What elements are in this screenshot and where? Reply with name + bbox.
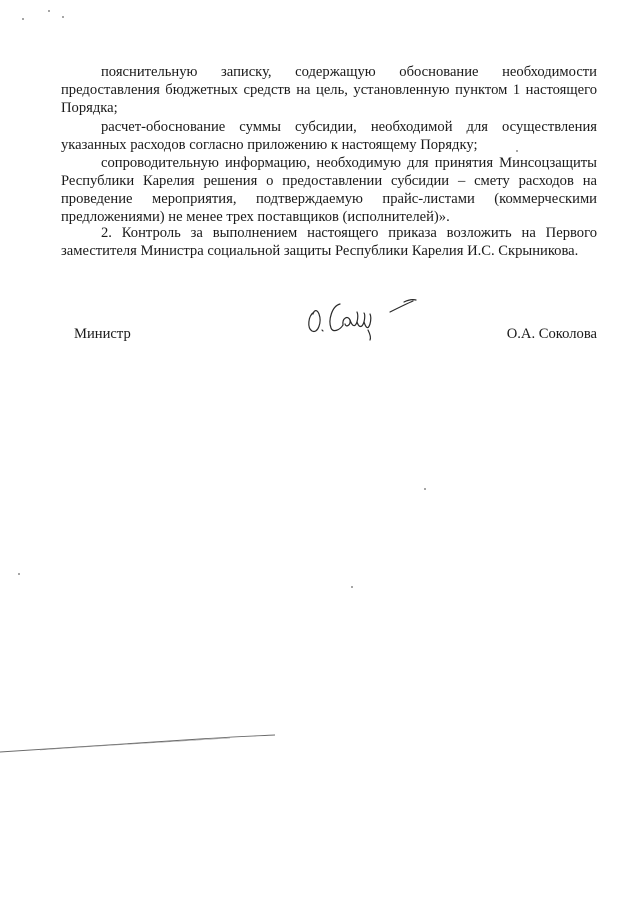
scan-speck	[516, 150, 518, 152]
scan-speck	[18, 573, 20, 575]
scan-speck	[424, 488, 426, 490]
position-label: Министр	[74, 326, 131, 342]
paragraph-calculation: расчет-обоснование суммы субсидии, необходимой для осуществления указанных расходов согласно приложению к настоящему Порядку;	[61, 119, 597, 153]
scan-speck	[351, 586, 353, 588]
handwritten-signature	[300, 290, 430, 342]
signer-name: О.А. Соколова	[506, 326, 597, 342]
paragraph-control-clause: 2. Контроль за выполнением настоящего приказа возложить на Первого заместителя Министра социальной защиты Республики Карелия И.С. Скрыникова.	[61, 225, 597, 259]
scan-artifact-line	[0, 722, 280, 762]
paragraph-explanatory-note: пояснительную записку, содержащую обоснование необходимости предоставления бюджетных средств на цель, установленную пунктом 1 настоящего Порядка;	[61, 64, 597, 116]
scan-speck	[62, 16, 64, 18]
paragraph-accompanying-info: сопроводительную информацию, необходимую для принятия Минсоцзащиты Республики Карелия решения о предоставлении субсидии – смету расходов на проведение мероприятия, подтверждаемую прайс-листами (коммерческими предложениями) не менее трех поставщиков (исполнителей)».	[61, 155, 597, 225]
scan-speck	[48, 10, 50, 12]
scan-speck	[22, 18, 24, 20]
